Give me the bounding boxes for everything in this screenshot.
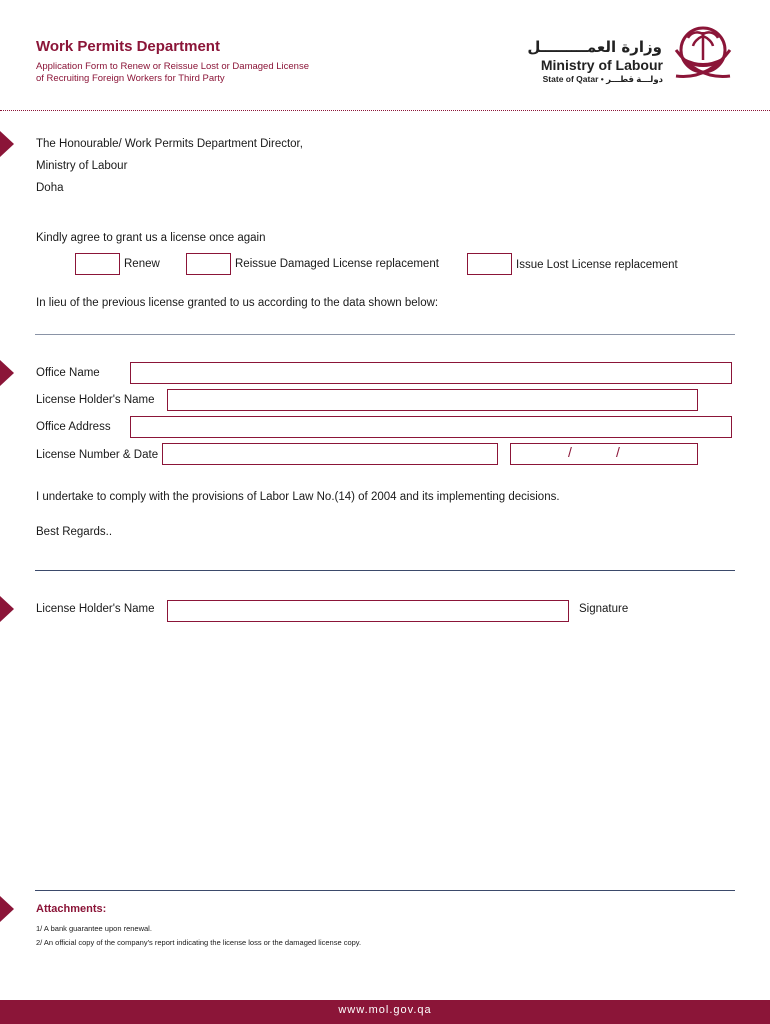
signature-holder-field[interactable] [167, 600, 569, 622]
addressee-line-1: The Honourable/ Work Permits Department Director, [36, 138, 303, 150]
attachments-title: Attachments: [36, 903, 107, 915]
section-divider [35, 890, 735, 891]
subtitle-line-1: Application Form to Renew or Reissue Lost or Damaged License [36, 61, 309, 72]
section-divider [35, 334, 735, 335]
section-arrow-icon [0, 596, 14, 622]
date-separator: / [616, 444, 620, 460]
department-title: Work Permits Department [36, 38, 220, 55]
undertaking-statement: I undertake to comply with the provisions of Labor Law No.(14) of 2004 and its implementing decisions. [36, 491, 560, 503]
attachment-item: 2/ An official copy of the company's report indicating the license loss or the damaged license copy. [36, 938, 362, 947]
attachment-item: 1/ A bank guarantee upon renewal. [36, 924, 152, 933]
license-number-date-label: License Number & Date [36, 449, 159, 461]
signature-holder-label: License Holder's Name [36, 603, 155, 615]
office-name-field[interactable] [130, 362, 732, 384]
addressee-line-3: Doha [36, 182, 64, 194]
holder-name-field[interactable] [167, 389, 698, 411]
qatar-emblem-icon [668, 20, 738, 86]
signature-label: Signature [579, 603, 629, 615]
request-intro: Kindly agree to grant us a license once again [36, 232, 266, 244]
subtitle-line-2: of Recruiting Foreign Workers for Third Party [36, 73, 225, 84]
lieu-statement: In lieu of the previous license granted to us according to the data shown below: [36, 297, 439, 309]
issue-lost-label: Issue Lost License replacement [516, 259, 678, 271]
license-date-field[interactable] [510, 443, 698, 465]
office-name-label: Office Name [36, 367, 100, 379]
footer-url[interactable]: www.mol.gov.qa [338, 1004, 432, 1016]
section-arrow-icon [0, 360, 14, 386]
section-arrow-icon [0, 131, 14, 157]
section-arrow-icon [0, 896, 14, 922]
reissue-damaged-label: Reissue Damaged License replacement [235, 258, 439, 270]
renew-checkbox[interactable] [75, 253, 120, 275]
holder-name-label: License Holder's Name [36, 394, 155, 406]
best-regards: Best Regards.. [36, 526, 113, 538]
ministry-english-name: Ministry of Labour [540, 57, 663, 73]
office-address-field[interactable] [130, 416, 732, 438]
form-subtitle [36, 61, 309, 85]
state-of-qatar-label: State of Qatar • دولـــة قطـــر [542, 74, 663, 84]
date-separator: / [568, 444, 572, 460]
issue-lost-checkbox[interactable] [467, 253, 512, 275]
header-divider [0, 110, 770, 111]
office-address-label: Office Address [36, 421, 111, 433]
section-divider [35, 570, 735, 571]
reissue-damaged-checkbox[interactable] [186, 253, 231, 275]
renew-label: Renew [124, 258, 160, 270]
license-number-field[interactable] [162, 443, 498, 465]
addressee-line-2: Ministry of Labour [36, 160, 128, 172]
ministry-arabic-name: وزارة العمـــــــــل [527, 38, 662, 56]
